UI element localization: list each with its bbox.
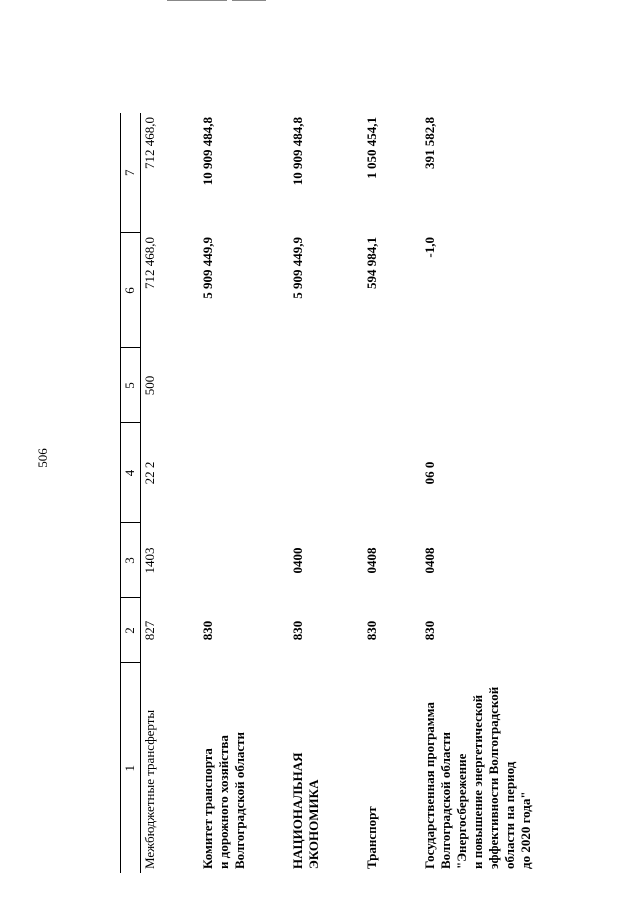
header-col-4: 4 <box>121 423 141 523</box>
table-row <box>363 113 381 873</box>
cell-expense-type <box>199 348 249 423</box>
cell-amount-2017: 5 909 449,9 <box>200 236 215 299</box>
cell-amount-2018: 10 909 484,8 <box>200 116 215 185</box>
header-col-2: 2 <box>121 598 141 663</box>
cell-target-code <box>363 423 381 523</box>
header-col-1: 1 <box>121 663 141 873</box>
cell-ministry-code: 830 <box>290 620 305 640</box>
cell-target-code <box>289 423 323 523</box>
cell-ministry-code: 830 <box>422 620 437 640</box>
table-row <box>199 113 249 873</box>
cell-target-code: 22 2 <box>142 461 157 484</box>
row-spacer <box>381 113 421 873</box>
spacer-cell <box>249 113 289 873</box>
row-name: Транспорт <box>364 805 379 869</box>
cell-section-code: 1403 <box>142 547 157 573</box>
cell-ministry-code: 827 <box>142 620 157 640</box>
cell-amount-2017: 712 468,0 <box>142 236 157 289</box>
table-row <box>289 113 323 873</box>
table-row <box>421 113 535 873</box>
table-row <box>141 113 160 873</box>
row-name: Государственная программа Волгоградской области "Энергосбережение и повышение энергетической эффективности Волгоградской области на период до 2020 года" <box>422 686 533 869</box>
cell-target-code <box>199 423 249 523</box>
cell-expense-type <box>289 348 323 423</box>
cell-amount-2017: 594 984,1 <box>364 236 379 289</box>
header-row <box>121 113 141 873</box>
cell-amount-2018: 10 909 484,8 <box>290 116 305 185</box>
row-spacer <box>249 113 289 873</box>
spacer-cell <box>381 113 421 873</box>
cell-target-code: 06 0 <box>422 461 437 484</box>
row-name: Межбюджетные трансферты <box>142 709 157 869</box>
table-body <box>141 113 536 873</box>
cell-section-code <box>199 523 249 598</box>
cell-section-code: 0408 <box>422 547 437 573</box>
cell-amount-2017: 5 909 449,9 <box>290 236 305 299</box>
page-number: 506 <box>34 448 50 468</box>
cell-section-code: 0400 <box>290 547 305 573</box>
scan-edge-line <box>232 0 266 1</box>
cell-expense-type: 500 <box>142 375 157 395</box>
cell-section-code: 0408 <box>364 547 379 573</box>
rotated-table-block <box>120 53 533 873</box>
cell-expense-type <box>363 348 381 423</box>
cell-expense-type <box>421 348 535 423</box>
spacer-cell <box>159 113 199 873</box>
row-spacer <box>323 113 363 873</box>
cell-amount-2018: 391 582,8 <box>422 116 437 169</box>
cell-ministry-code: 830 <box>364 620 379 640</box>
header-col-5: 5 <box>121 348 141 423</box>
header-col-7: 7 <box>121 113 141 233</box>
row-name: Комитет транспорта и дорожного хозяйства Волгоградской области <box>200 731 247 869</box>
spacer-cell <box>323 113 363 873</box>
scan-edge-line <box>167 0 227 1</box>
cell-amount-2018: 712 468,0 <box>142 116 157 169</box>
row-spacer <box>159 113 199 873</box>
row-name: НАЦИОНАЛЬНАЯ ЭКОНОМИКА <box>290 751 321 869</box>
budget-table <box>120 113 535 873</box>
cell-ministry-code: 830 <box>200 620 215 640</box>
header-col-3: 3 <box>121 523 141 598</box>
header-col-6: 6 <box>121 233 141 348</box>
cell-amount-2018: 1 050 454,1 <box>364 116 379 179</box>
cell-amount-2017: -1,0 <box>422 236 437 258</box>
